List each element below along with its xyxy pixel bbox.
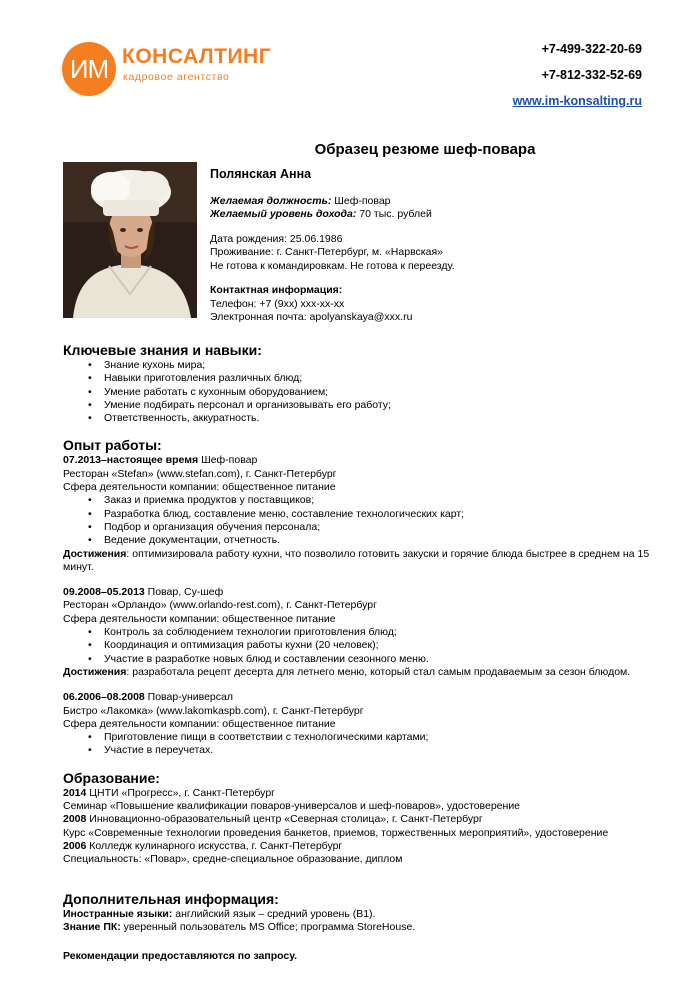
agency-phone-2: +7-812-332-52-69 bbox=[541, 68, 642, 82]
agency-contacts bbox=[513, 42, 642, 120]
candidate-photo bbox=[63, 162, 197, 318]
references-note: Рекомендации предоставляются по запросу. bbox=[63, 950, 298, 963]
list-item: • Участие в переучетах. bbox=[63, 744, 653, 757]
logo-mark: ИМ bbox=[62, 42, 116, 96]
agency-website-link[interactable]: www.im-konsalting.ru bbox=[512, 94, 642, 108]
list-item: • Ответственность, аккуратность. bbox=[63, 412, 653, 425]
job-achievement: Достижения: оптимизировала работу кухни, что позволило готовить закуски и горячие блюда быстрее в среднем на 15 минут. bbox=[63, 547, 650, 573]
list-item: • Подбор и организация обучения персонала; bbox=[63, 521, 653, 534]
desired-position: Желаемая должность: Шеф-повар bbox=[210, 194, 391, 207]
list-item: • Приготовление пищи в соответствии с технологическими картами; bbox=[63, 731, 653, 744]
document-title: Образец резюме шеф-повара bbox=[314, 141, 536, 158]
list-item: • Участие в разработке новых блюд и составлении сезонного меню. bbox=[63, 653, 653, 666]
agency-phone-1: +7-499-322-20-69 bbox=[541, 42, 642, 56]
residence: Проживание: г. Санкт-Петербург, м. «Нарвская» bbox=[210, 246, 443, 258]
job-achievement: Достижения: разработала рецепт десерта для летнего меню, который стал самым продаваемым за сезон блюдом. bbox=[63, 665, 631, 678]
agency-logo bbox=[62, 38, 272, 98]
contact-info-label: Контактная информация: bbox=[210, 284, 343, 296]
list-item: • Координация и оптимизация работы кухни (20 человек); bbox=[63, 639, 653, 652]
resume-body bbox=[63, 342, 653, 963]
list-item: • Заказ и приемка продуктов у поставщиков; bbox=[63, 494, 653, 507]
candidate-email: Электронная почта: apolyanskaya@xxx.ru bbox=[210, 311, 413, 323]
birth-date: Дата рождения: 25.06.1986 bbox=[210, 232, 343, 245]
skills-heading: Ключевые знания и навыки: bbox=[63, 342, 262, 358]
job-entry: 07.2013–настоящее время Шеф-повар Ресторан «Stefan» (www.stefan.com), г. Санкт-Петербург Сфера деятельности компании: общественное питание • Заказ и приемка продуктов у поставщиков; • Разработка блюд, составление меню, составление технологических карт; • Подбор и организация обучения персонала; • Ведение документации, отчетность. Достижения: оптимизировала работу кухни, что позволило готовить закуски и горячие блюда быстрее в среднем на 15 минут. bbox=[63, 454, 653, 574]
additional-section: Дополнительная информация: Иностранные языки: английский язык – средний уровень (B1). Знание ПК: уверенный пользователь MS Office; программа StoreHouse. bbox=[63, 891, 653, 935]
list-item: • Разработка блюд, составление меню, составление технологических карт; bbox=[63, 508, 653, 521]
education-heading: Образование: bbox=[63, 769, 160, 786]
experience-heading: Опыт работы: bbox=[63, 437, 162, 454]
list-item: • Навыки приготовления различных блюд; bbox=[63, 372, 653, 385]
logo-name: КОНСАЛТИНГ bbox=[122, 45, 272, 68]
candidate-info bbox=[210, 168, 650, 325]
list-item: • Контроль за соблюдением технологии приготовления блюд; bbox=[63, 626, 653, 639]
candidate-name: Полянская Анна bbox=[210, 167, 312, 181]
skills-section bbox=[63, 342, 653, 425]
candidate-phone: Телефон: +7 (9xx) xxx-xx-xx bbox=[210, 297, 345, 310]
list-item: • Ведение документации, отчетность. bbox=[63, 534, 653, 547]
additional-heading: Дополнительная информация: bbox=[63, 890, 279, 907]
experience-section bbox=[63, 437, 653, 757]
job-entry: 09.2008–05.2013 Повар, Су-шеф Ресторан «Орландо» (www.orlando-rest.com), г. Санкт-Петербург Сфера деятельности компании: общественное питание • Контроль за соблюдением технологии приготовления блюд; • Координация и оптимизация работы кухни (20 человек); • Участие в разработке новых блюд и составлении сезонного меню. Достижения: разработала рецепт десерта для летнего меню, который стал самым продаваемым за сезон блюдом. bbox=[63, 586, 653, 679]
job-entry: 06.2006–08.2008 Повар-универсал Бистро «Лакомка» (www.lakomkaspb.com), г. Санкт-Петербург Сфера деятельности компании: общественное питание • Приготовление пищи в соответствии с технологическими картами; • Участие в переучетах. bbox=[63, 691, 653, 757]
chef-portrait-icon bbox=[63, 162, 197, 318]
education-section: Образование: 2014 ЦНТИ «Прогресс», г. Санкт-Петербург Семинар «Повышение квалификации поваров-универсалов и шеф-поваров», удостоверение 2008 Инновационно-образовательный центр «Северная столица», г. Санкт-Петербург Курс «Современные технологии проведения банкетов, приемов, торжественных мероприятий», удостоверение 2006 Колледж кулинарного искусства, г. Санкт-Петербург Специальность: «Повар», средне-специальное образование, диплом bbox=[63, 770, 653, 867]
list-item: • Умение подбирать персонал и организовывать его работу; bbox=[63, 399, 653, 412]
logo-subtitle: кадровое агентство bbox=[123, 71, 230, 83]
list-item: • Знание кухонь мира; bbox=[63, 359, 653, 372]
desired-income: Желаемый уровень дохода: 70 тыс. рублей bbox=[210, 208, 432, 220]
list-item: • Умение работать с кухонным оборудованием; bbox=[63, 386, 653, 399]
travel-readiness: Не готова к командировкам. Не готова к переезду. bbox=[210, 259, 455, 272]
